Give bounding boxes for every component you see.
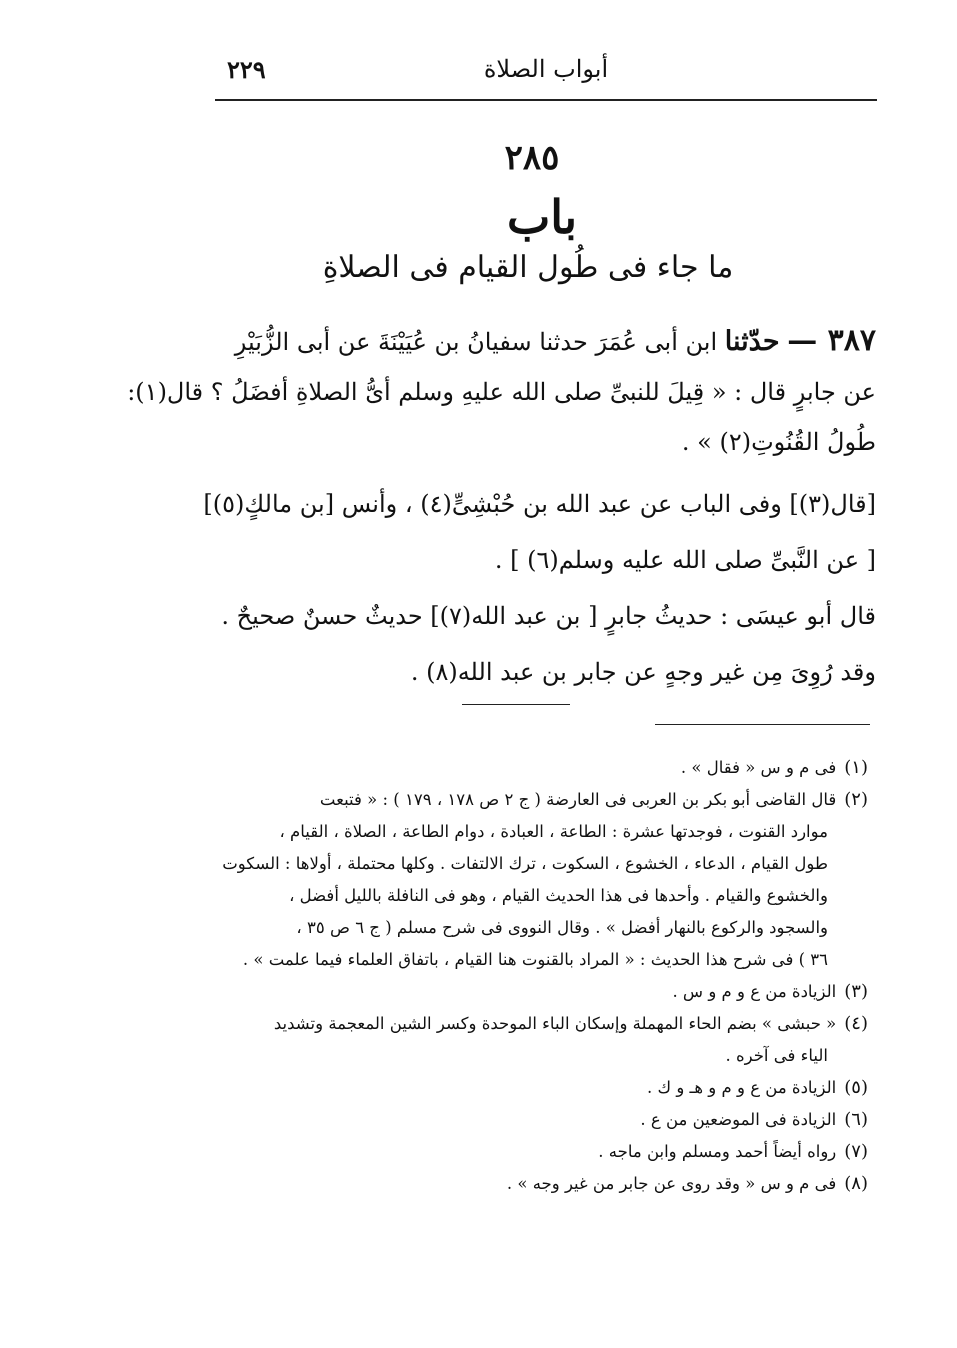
- hadith-opening: حدّثنا: [724, 326, 780, 357]
- footnote-text: قال القاضى أبو بكر بن العربى فى العارضة ( ج ٢ ص ١٧٨ ، ١٧٩ ) : « فتبعت: [319, 790, 837, 809]
- commentary-line: [ عن النَّبىِّ صلى الله عليه وسلم(٦) ] .: [494, 546, 876, 574]
- footnote: [212, 752, 868, 784]
- running-title: أبواب الصلاة: [483, 55, 609, 83]
- footnote: [212, 784, 868, 976]
- footnote-number: (٣): [844, 981, 868, 1002]
- hadith-line: [212, 316, 876, 367]
- footnote-number: (٨): [844, 1173, 868, 1194]
- running-header: [215, 55, 877, 95]
- footnotes: [212, 752, 868, 1200]
- hadith-line-text: ابن أبى عُمَرَ حدثنا سفيانُ بن عُيَيْنَةَ عن أبى الزُّبَيْرِ: [234, 328, 718, 356]
- footnote-number: (٥): [844, 1077, 868, 1098]
- chapter-number: ٢٨٥: [504, 138, 560, 178]
- commentary-line: [قال(٣)] وفى الباب عن عبد الله بن حُبْشِىٍّ(٤) ، وأنس [بن مالكٍ(٥)]: [203, 490, 876, 518]
- footnote-text: والسجود والركوع بالنهار أفضل » . وقال النووى فى شرح مسلم ( ج ٦ ص ٣٥ ،: [296, 918, 828, 937]
- footnote-text: الياء فى آخره .: [725, 1046, 828, 1065]
- footnote: [212, 1008, 868, 1072]
- hadith-line: طُولُ القُنُوتِ(٢) » .: [681, 428, 876, 456]
- footnote-number: (٢): [844, 789, 868, 810]
- footnote: [212, 1168, 868, 1200]
- footnote-text: موارد القنوت ، فوجدتها عشرة : الطاعة ، العبادة ، دوام الطاعة ، الصلاة ، القيام ،: [279, 822, 828, 841]
- commentary-text: [203, 476, 876, 700]
- footnote-number: (٦): [844, 1109, 868, 1130]
- commentary-line: وقد رُوِىَ مِن غير وجهٍ عن جابر بن عبد الله(٨) .: [410, 658, 876, 686]
- footnote-number: (١): [844, 757, 868, 778]
- footnote-text: فى م و س « فقال » .: [680, 758, 837, 777]
- footnote-text: الزيادة فى الموضعين من ع .: [640, 1110, 837, 1129]
- footnote-text: « حبشى » بضم الحاء المهملة وإسكان الباء الموحدة وكسر الشين المعجمة وتشديد: [273, 1014, 837, 1033]
- footnote-text: والخشوع والقيام . وأحدها فى هذا الحديث القيام ، وهو فى النافلة بالليل أفضل ،: [289, 886, 828, 905]
- footnote-text: فى م و س « وقد روى عن جابر من غير وجه » .: [506, 1174, 837, 1193]
- footnote: [212, 976, 868, 1008]
- hadith-line: عن جابرٍ قال : « قِيلَ للنبىِّ صلى الله عليهِ وسلم أىُّ الصلاةِ أفضَلُ ؟ قال(١):: [127, 378, 876, 406]
- chapter-heading: باب: [506, 190, 578, 244]
- header-rule: [215, 99, 877, 101]
- hadith-text: [127, 316, 876, 467]
- hadith-number: ٣٨٧ —: [787, 323, 876, 358]
- footnote-number: (٤): [844, 1013, 868, 1034]
- commentary-line: قال أبو عيسَى : حديثُ جابرٍ [ بن عبد الله(٧)] حديثٌ حسنٌ صحيحٌ .: [221, 602, 876, 630]
- footnote-text: ٣٦ ) فى شرح هذا الحديث : « المراد بالقنوت هنا القيام ، باتفاق العلماء فيما علمت » .: [242, 950, 828, 969]
- section-divider: [462, 704, 570, 705]
- footnote: [212, 1072, 868, 1104]
- footnote-divider: [655, 724, 870, 725]
- chapter-title: ما جاء فى طُول القيام فى الصلاةِ: [322, 250, 734, 285]
- footnote: [212, 1136, 868, 1168]
- footnote-text: الزيادة من ع و م و س .: [672, 982, 837, 1001]
- page-number: ٢٢٩: [227, 55, 266, 84]
- footnote-text: طول القيام ، الدعاء ، الخشوع ، السكوت ، ترك الالتفات . وكلها محتملة ، أولاها : السكوت: [222, 854, 828, 873]
- footnote-text: رواه أيضاً أحمد ومسلم وابن ماجه .: [598, 1142, 837, 1161]
- footnote-number: (٧): [844, 1141, 868, 1162]
- footnote-text: الزيادة من ع و م و هـ و ك .: [646, 1078, 837, 1097]
- footnote: [212, 1104, 868, 1136]
